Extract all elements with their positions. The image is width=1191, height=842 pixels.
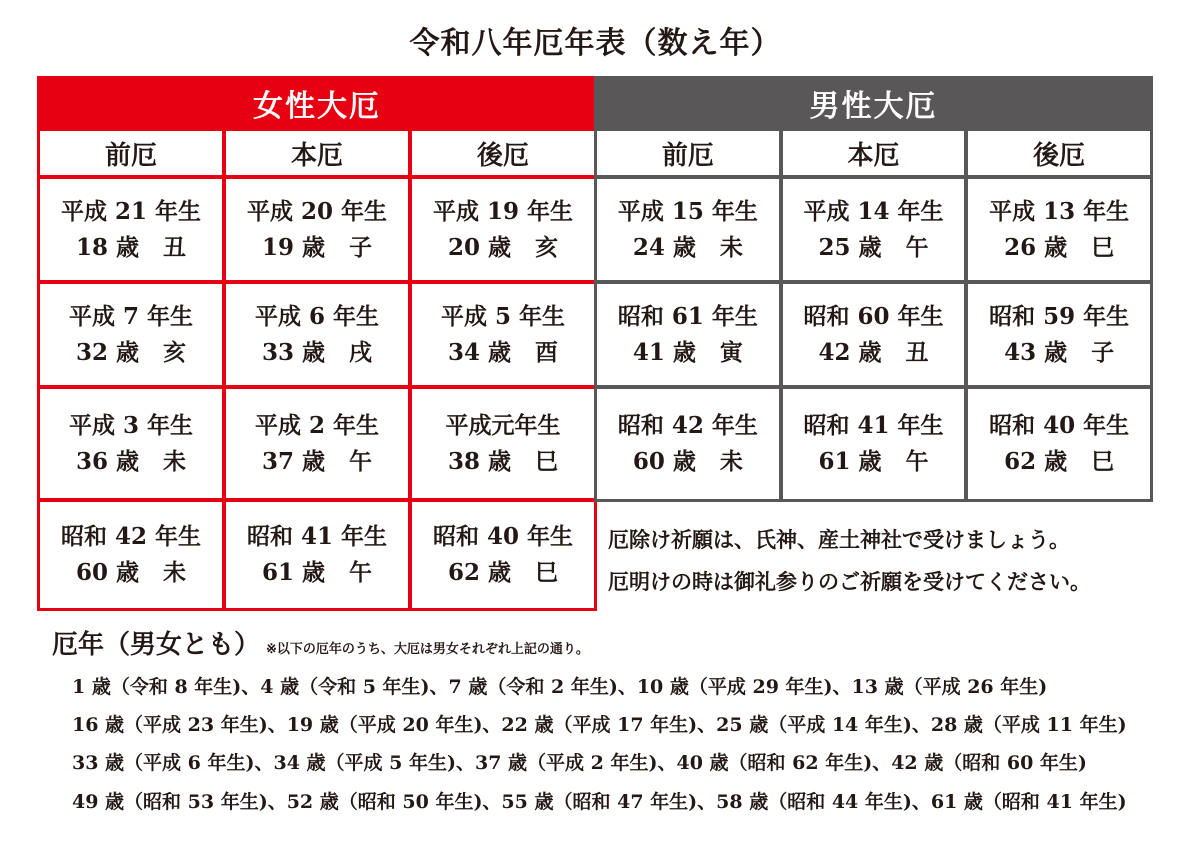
age: 62 歳: [1004, 448, 1068, 475]
birth-year: 平成 13 年生: [989, 197, 1130, 225]
age-line: [448, 447, 558, 477]
age: 60 歳: [632, 448, 696, 475]
female-table-header: 女性大厄: [253, 89, 381, 124]
birth-year: 平成 3 年生: [68, 411, 194, 439]
birth-year: 昭和 40 年生: [989, 412, 1130, 439]
age-line: [262, 233, 372, 263]
age-line: [262, 558, 372, 588]
male-table-header: 男性大厄: [809, 89, 938, 124]
male-col-maeyaku: 前厄: [597, 131, 779, 175]
age: 34 歳: [447, 338, 511, 366]
age-line: [76, 447, 186, 477]
male-cell: [968, 284, 1150, 385]
yakudoshi-list-line: 33 歳（平成 6 年生)、34 歳（平成 5 年生)、37 歳（平成 2 年生)、40 歳（昭和 62 年生)、42 歳（昭和 60 年生): [72, 752, 1087, 774]
birth-year: 平成 5 年生: [440, 302, 566, 330]
female-cell: [40, 284, 222, 385]
eto: 午: [905, 448, 929, 475]
eto: 午: [905, 233, 929, 261]
male-cell: [597, 389, 779, 499]
birth-year: 平成 21 年生: [60, 197, 202, 225]
eto: 午: [349, 559, 372, 586]
female-cell: [226, 389, 408, 498]
female-cell: [226, 284, 408, 385]
eto: 丑: [905, 338, 929, 366]
age-line: [76, 233, 186, 263]
male-col-atoyaku: 後厄: [968, 131, 1150, 175]
male-cell: [597, 284, 779, 385]
age: 20 歳: [447, 233, 511, 261]
age-line: [448, 233, 558, 263]
eto: 亥: [535, 233, 558, 261]
age-line: [1004, 233, 1114, 263]
age: 43 歳: [1004, 338, 1068, 366]
age: 38 歳: [447, 447, 511, 475]
eto: 子: [1091, 338, 1115, 366]
eto: 未: [163, 559, 186, 586]
age-line: [448, 558, 558, 588]
age: 37 歳: [261, 447, 325, 475]
male-yakudoshi-table: [594, 76, 1153, 502]
female-col-atoyaku: 後厄: [412, 131, 594, 175]
age: 33 歳: [261, 338, 325, 366]
eto: 未: [719, 448, 743, 475]
eto: 未: [719, 233, 743, 261]
female-yakudoshi-table: [37, 76, 597, 611]
male-cell: [783, 179, 965, 280]
female-cell: [226, 502, 408, 608]
age-line: [633, 233, 743, 263]
eto: 巳: [1091, 448, 1115, 475]
female-cell: [40, 389, 222, 498]
female-cell: [412, 179, 594, 280]
birth-year: 昭和 61 年生: [617, 302, 758, 330]
age: 42 歳: [818, 338, 882, 366]
orei-mairi-note: 厄明けの時は御礼参りのご祈願を受けてください。: [608, 569, 1091, 594]
age-line: [76, 558, 186, 588]
birth-year: 平成 20 年生: [246, 197, 388, 225]
birth-year: 平成 14 年生: [803, 197, 944, 225]
birth-year: 平成 7 年生: [68, 302, 194, 330]
birth-year: 平成 6 年生: [254, 302, 380, 330]
age: 41 歳: [632, 338, 696, 366]
age: 36 歳: [75, 447, 139, 475]
age-line: [818, 338, 928, 368]
age-line: [818, 447, 928, 477]
birth-year: 平成元年生: [445, 411, 561, 439]
eto: 巳: [535, 559, 558, 586]
age-line: [1004, 447, 1114, 477]
age: 61 歳: [261, 559, 325, 586]
birth-year: 昭和 59 年生: [989, 302, 1130, 330]
yakudoshi-list-line: 1 歳（令和 8 年生)、4 歳（令和 5 年生)、7 歳（令和 2 年生)、10 歳（平成 29 年生)、13 歳（平成 26 年生): [72, 676, 1048, 698]
age: 61 歳: [818, 448, 882, 475]
eto: 巳: [1091, 233, 1115, 261]
yakudoshi-footnote: ※以下の厄年のうち、大厄は男女それぞれ上記の通り。: [266, 642, 589, 657]
female-cell: [412, 284, 594, 385]
age: 62 歳: [447, 559, 511, 586]
birth-year: 昭和 41 年生: [246, 523, 388, 550]
male-cell: [968, 389, 1150, 499]
age-line: [633, 338, 743, 368]
age: 60 歳: [75, 559, 139, 586]
male-cell: [783, 284, 965, 385]
female-cell: [40, 502, 222, 608]
age-line: [633, 447, 743, 477]
age-line: [76, 338, 186, 368]
male-col-honyaku: 本厄: [783, 131, 965, 175]
age: 24 歳: [632, 233, 696, 261]
age-line: [1004, 338, 1114, 368]
eto: 寅: [719, 338, 743, 366]
yakudoshi-list-line: 49 歳（昭和 53 年生)、52 歳（昭和 50 年生)、55 歳（昭和 47 年生)、58 歳（昭和 44 年生)、61 歳（昭和 41 年生): [72, 791, 1127, 813]
age-line: [262, 447, 372, 477]
birth-year: 平成 15 年生: [617, 197, 758, 225]
birth-year: 平成 19 年生: [432, 197, 574, 225]
female-col-maeyaku: 前厄: [40, 131, 222, 175]
yakuyoke-note: 厄除け祈願は、氏神、産土神社で受けましょう。: [608, 527, 1070, 552]
male-cell: [968, 179, 1150, 280]
birth-year: 昭和 42 年生: [617, 412, 758, 439]
eto: 酉: [535, 338, 558, 366]
female-col-honyaku: 本厄: [226, 131, 408, 175]
female-cell: [412, 502, 594, 608]
eto: 丑: [163, 233, 186, 261]
male-cell: [783, 389, 965, 499]
age: 19 歳: [261, 233, 325, 261]
eto: 未: [163, 447, 186, 475]
birth-year: 昭和 42 年生: [60, 523, 202, 550]
male-cell: [597, 179, 779, 280]
birth-year: 昭和 41 年生: [803, 412, 944, 439]
eto: 戌: [349, 338, 372, 366]
eto: 子: [349, 233, 372, 261]
yakudoshi-list-line: 16 歳（平成 23 年生)、19 歳（平成 20 年生)、22 歳（平成 17 年生)、25 歳（平成 14 年生)、28 歳（平成 11 年生): [72, 714, 1127, 736]
age-line: [818, 233, 928, 263]
birth-year: 昭和 40 年生: [432, 523, 574, 550]
female-cell: [40, 179, 222, 280]
page-title: 令和八年厄年表（数え年）: [409, 26, 782, 61]
age: 18 歳: [75, 233, 139, 261]
birth-year: 昭和 60 年生: [803, 302, 944, 330]
age: 25 歳: [818, 233, 882, 261]
yakudoshi-heading-block: [52, 624, 589, 661]
age: 26 歳: [1004, 233, 1068, 261]
female-cell: [412, 389, 594, 498]
birth-year: 平成 2 年生: [254, 411, 380, 439]
eto: 亥: [163, 338, 186, 366]
eto: 巳: [535, 447, 558, 475]
age-line: [262, 338, 372, 368]
age: 32 歳: [75, 338, 139, 366]
yakudoshi-heading: 厄年（男女とも）: [52, 630, 261, 660]
female-cell: [226, 179, 408, 280]
age-line: [448, 338, 558, 368]
eto: 午: [349, 447, 372, 475]
